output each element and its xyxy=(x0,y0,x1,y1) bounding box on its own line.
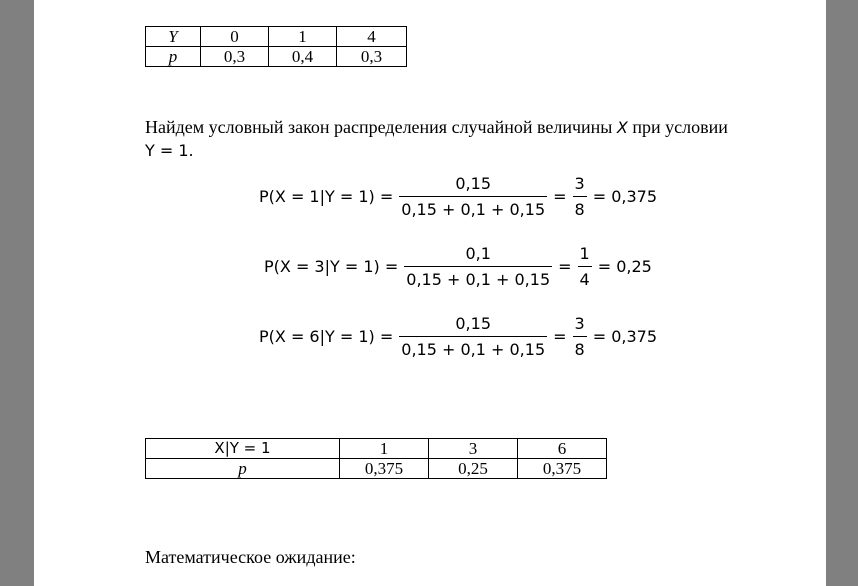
fraction xyxy=(404,244,552,289)
simple-fraction xyxy=(573,174,587,219)
table-cell: 0,3 xyxy=(201,47,269,67)
equals-sign: = xyxy=(553,327,567,346)
fraction-numerator: 3 xyxy=(574,314,585,333)
table-cell: 0,375 xyxy=(518,459,607,479)
table-cell: 4 xyxy=(337,27,407,47)
simple-fraction xyxy=(573,314,587,359)
fraction-numerator: 0,1 xyxy=(465,244,491,263)
table-cell: 1 xyxy=(340,439,429,459)
fraction-denominator: 0,15 + 0,1 + 0,15 xyxy=(399,196,547,219)
equation-lhs: P(X = 6|Y = 1) = xyxy=(259,327,394,346)
equation-lhs: P(X = 3|Y = 1) = xyxy=(264,257,399,276)
equation-3 xyxy=(259,314,657,359)
equals-sign: = xyxy=(553,187,567,206)
table-header-p: p xyxy=(146,47,201,67)
simple-fraction xyxy=(578,244,592,289)
table-cell: 3 xyxy=(429,439,518,459)
fraction-denominator: 8 xyxy=(573,196,587,219)
fraction-denominator: 4 xyxy=(578,266,592,289)
equation-result: = 0,375 xyxy=(592,327,658,346)
fraction-denominator: 8 xyxy=(573,336,587,359)
fraction xyxy=(399,314,547,359)
table-cell: 1 xyxy=(269,27,337,47)
distribution-table-y xyxy=(145,26,407,67)
fraction-denominator: 0,15 + 0,1 + 0,15 xyxy=(404,266,552,289)
fraction-numerator: 0,15 xyxy=(455,314,491,333)
table-cell: 0,375 xyxy=(340,459,429,479)
fraction-numerator: 0,15 xyxy=(455,174,491,193)
table-header-x-given-y: X|Y = 1 xyxy=(146,439,340,459)
paragraph-var: X xyxy=(616,118,628,137)
equation-lhs: P(X = 1|Y = 1) = xyxy=(259,187,394,206)
paragraph-text: Найдем условный закон распределения случайной величины xyxy=(145,117,617,137)
document-page xyxy=(34,0,826,586)
fraction-denominator: 0,15 + 0,1 + 0,15 xyxy=(399,336,547,359)
table-row xyxy=(146,27,407,47)
paragraph xyxy=(145,114,785,141)
table-cell: 0,3 xyxy=(337,47,407,67)
fraction-numerator: 3 xyxy=(574,174,585,193)
fraction xyxy=(399,174,547,219)
table-row xyxy=(146,439,607,459)
table-header-p: p xyxy=(146,459,340,479)
conditional-distribution-table xyxy=(145,438,607,479)
table-cell: 6 xyxy=(518,439,607,459)
equals-sign: = xyxy=(558,257,572,276)
fraction-numerator: 1 xyxy=(579,244,590,263)
equation-result: = 0,25 xyxy=(597,257,652,276)
table-row xyxy=(146,459,607,479)
table-row xyxy=(146,47,407,67)
table-header-y: Y xyxy=(146,27,201,47)
paragraph-condition: Y = 1. xyxy=(145,141,194,160)
equation-1 xyxy=(259,174,657,219)
table-cell: 0 xyxy=(201,27,269,47)
table-cell: 0,4 xyxy=(269,47,337,67)
equation-result: = 0,375 xyxy=(592,187,658,206)
equation-2 xyxy=(264,244,652,289)
table-cell: 0,25 xyxy=(429,459,518,479)
section-heading: Математическое ожидание: xyxy=(145,547,356,567)
paragraph-text-end: при условии xyxy=(627,117,728,137)
